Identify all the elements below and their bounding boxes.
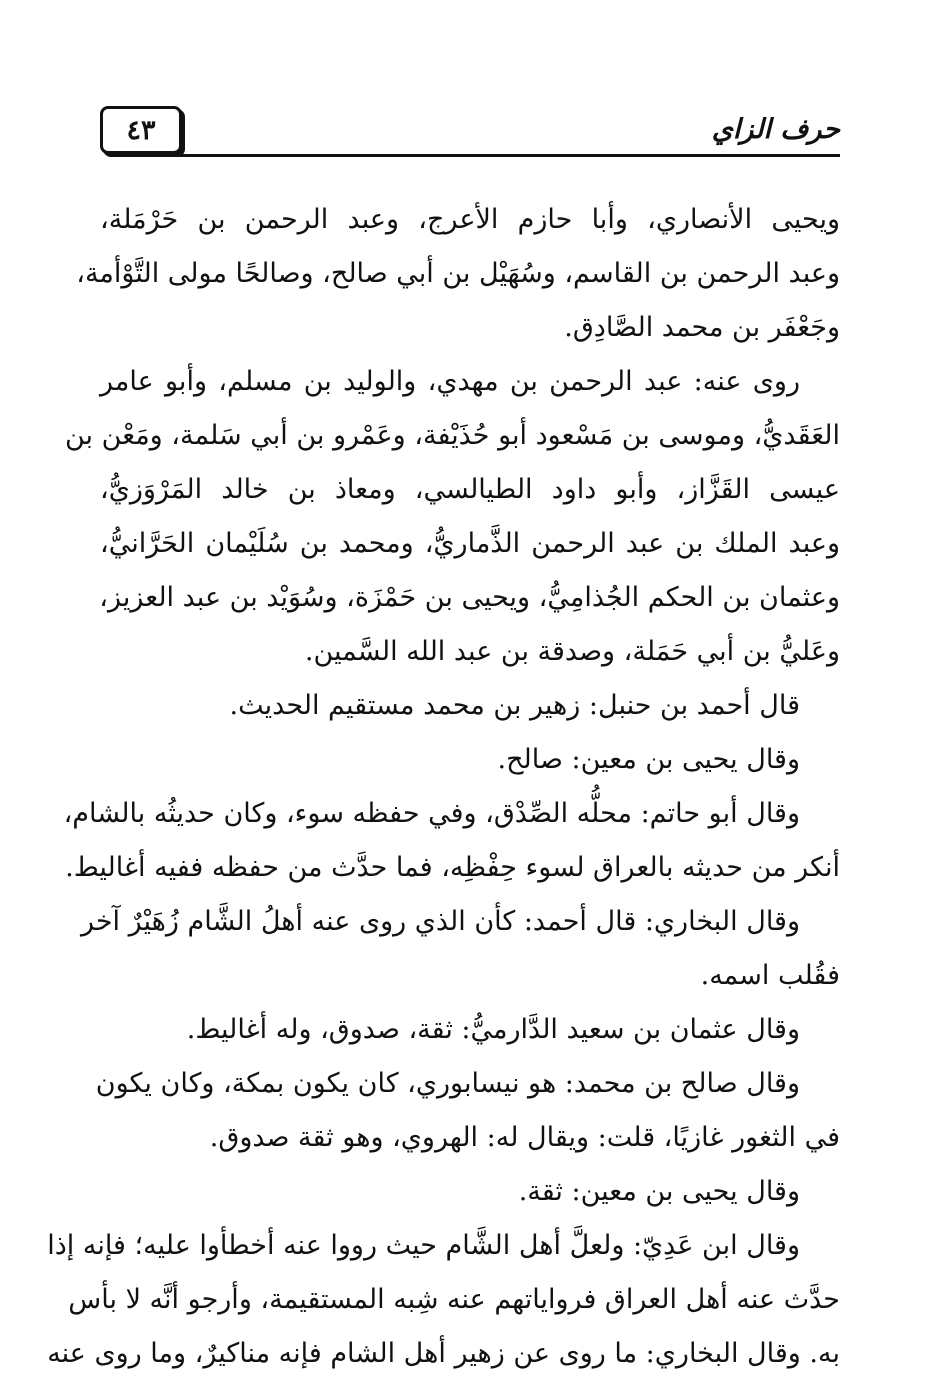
- running-title: حرف الزاي: [711, 114, 840, 145]
- text-line: فقُلب اسمه.: [700, 960, 840, 991]
- page-header: [100, 100, 840, 158]
- text-line: وقال صالح بن محمد: هو نيسابوري، كان يكون بمكة، وكان يكون: [95, 1068, 800, 1099]
- text-line: روى عنه: عبد الرحمن بن مهدي، والوليد بن مسلم، وأبو عامر: [100, 366, 800, 397]
- text-line: وعَليُّ بن أبي حَمَلة، وصدقة بن عبد الله السَّمين.: [304, 636, 840, 667]
- body-text: [47, 193, 840, 1381]
- text-line: أنكر من حديثه بالعراق لسوء حِفْظِه، فما حدَّث من حفظه ففيه أغاليط.: [65, 852, 840, 883]
- text-line: وقال البخاري: قال أحمد: كأن الذي روى عنه أهلُ الشَّام زُهَيْرٌ آخر: [80, 906, 800, 937]
- text-line: ويحيى الأنصاري، وأبا حازم الأعرج، وعبد الرحمن بن حَرْمَلة،: [100, 204, 840, 235]
- text-line: به. وقال البخاري: ما روى عن زهير أهل الشام فإنه مناكيرٌ، وما روى عنه: [47, 1338, 840, 1369]
- text-line: في الثغور غازيًا، قلت: ويقال له: الهروي، وهو ثقة صدوق.: [209, 1122, 840, 1153]
- text-line: وقال يحيى بن معين: صالح.: [497, 744, 800, 775]
- text-line: وقال ابن عَدِيّ: ولعلَّ أهل الشَّام حيث رووا عنه أخطأوا عليه؛ فإنه إذا: [47, 1230, 800, 1261]
- text-line: قال أحمد بن حنبل: زهير بن محمد مستقيم الحديث.: [229, 690, 800, 721]
- text-line: وعثمان بن الحكم الجُذامِيُّ، ويحيى بن حَمْزَة، وسُوَيْد بن عبد العزيز،: [99, 582, 840, 613]
- header-rule: [176, 154, 840, 157]
- text-line: وقال أبو حاتم: محلُّه الصِّدْق، وفي حفظه سوء، وكان حديثُه بالشام،: [63, 798, 800, 829]
- text-line: وقال يحيى بن معين: ثقة.: [518, 1176, 800, 1207]
- text-line: العَقَديُّ، وموسى بن مَسْعود أبو حُذَيْفة، وعَمْرو بن أبي سَلمة، ومَعْن بن: [64, 420, 840, 451]
- text-line: وقال عثمان بن سعيد الدَّارميُّ: ثقة، صدوق، وله أغاليط.: [186, 1014, 800, 1045]
- text-line: عيسى القَزَّاز، وأبو داود الطيالسي، ومعاذ بن خالد المَرْوَزيُّ،: [100, 474, 840, 505]
- text-line: وعبد الرحمن بن القاسم، وسُهَيْل بن أبي صالح، وصالحًا مولى التَّوْأمة،: [76, 258, 840, 289]
- text-line: وعبد الملك بن عبد الرحمن الذَّماريُّ، ومحمد بن سُلَيْمان الحَرَّانيُّ،: [100, 528, 840, 559]
- text-line: وجَعْفَر بن محمد الصَّادِق.: [564, 312, 840, 343]
- text-line: حدَّث عنه أهل العراق فرواياتهم عنه شِبه المستقيمة، وأرجو أنَّه لا بأس: [68, 1284, 840, 1315]
- page-number: ٤٣: [100, 106, 182, 154]
